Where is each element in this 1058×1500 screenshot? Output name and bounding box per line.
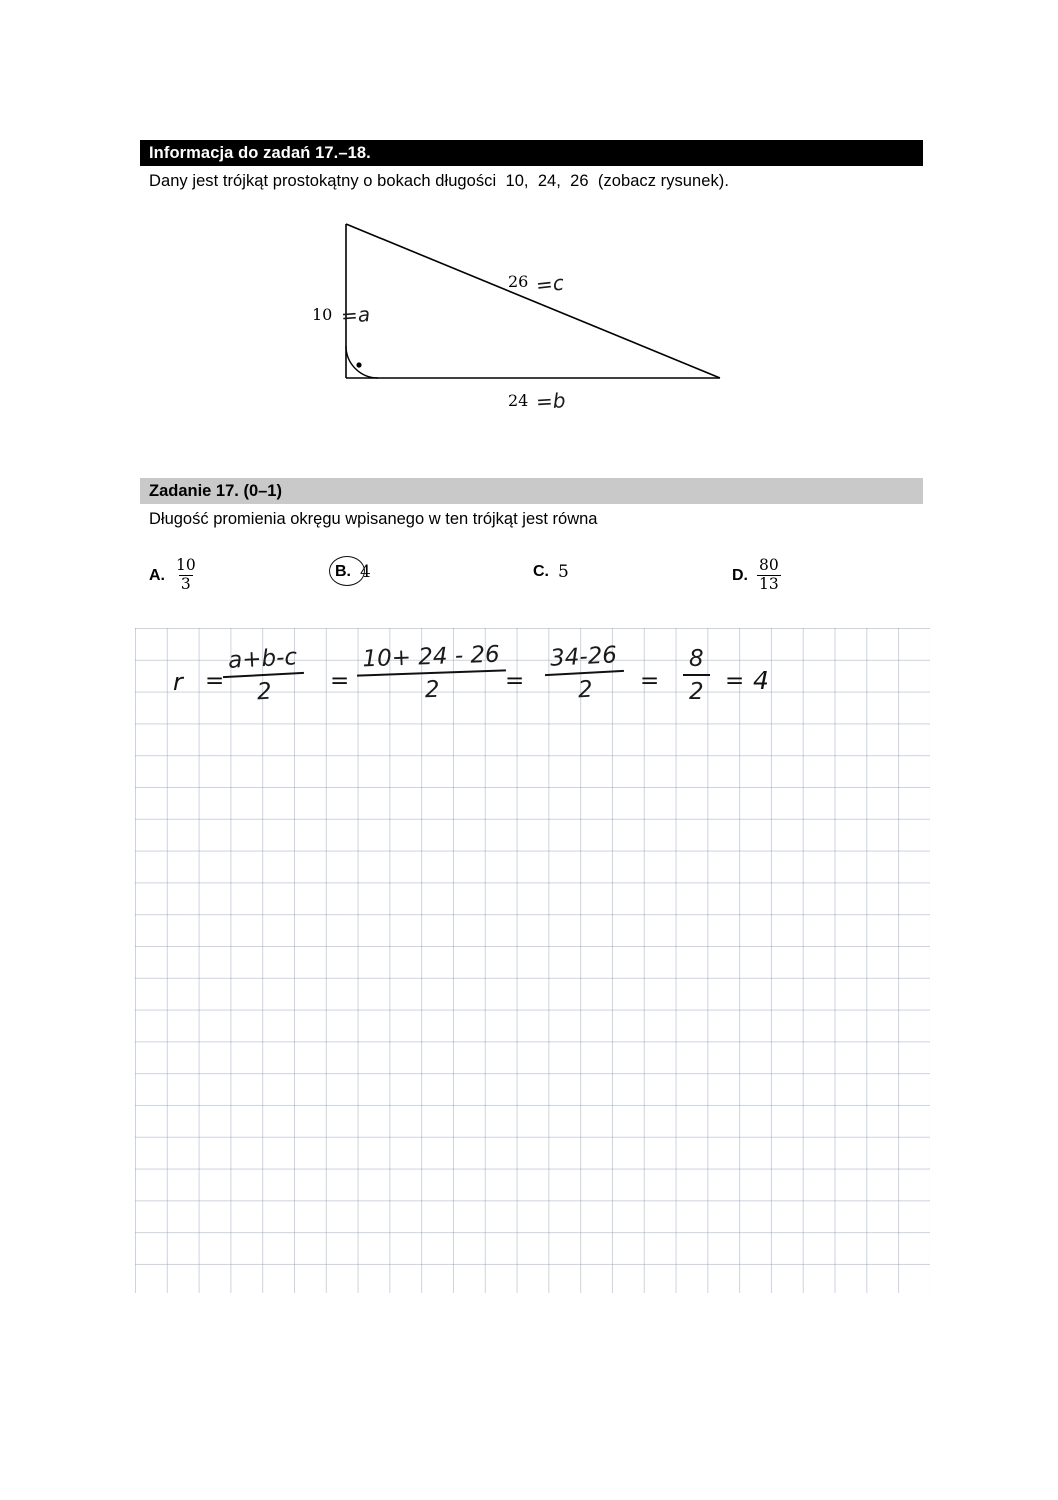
answer-value-c: 5 [558, 562, 569, 582]
answer-a-denominator: 3 [180, 574, 191, 593]
solution-fraction-1 [222, 644, 306, 707]
answer-key-b: B. [335, 563, 351, 580]
label-side-vertical: 10 [312, 305, 333, 324]
solution-fraction-1-denominator: 2 [223, 672, 305, 707]
solution-fraction-3 [544, 642, 626, 705]
solution-equals-2: = [330, 668, 350, 694]
solution-equals-4: = [640, 668, 660, 694]
solution-fraction-3-denominator: 2 [545, 670, 625, 705]
answer-key-d: D. [732, 567, 748, 585]
solution-fraction-4-numerator: 8 [689, 646, 704, 672]
answer-d-numerator: 80 [759, 556, 779, 574]
handwritten-annotation-c: =c [534, 270, 565, 298]
answer-key-a: A. [149, 567, 165, 585]
solution-fraction-4-denominator: 2 [683, 674, 710, 705]
task-header-bar: Zadanie 17. (0–1) [140, 478, 923, 504]
solution-fraction-3-numerator: 34-26 [549, 642, 618, 672]
answer-d-denominator: 13 [759, 574, 779, 593]
info-body-text: Dany jest trójkąt prostokątny o bokach długości 10, 24, 26 (zobacz rysunek). [149, 172, 729, 190]
info-header-bar: Informacja do zadań 17.–18. [140, 140, 923, 166]
handwritten-solution [135, 628, 930, 748]
handwritten-annotation-b: =b [535, 388, 567, 414]
triangle-figure [300, 210, 770, 420]
solution-fraction-4 [683, 646, 710, 705]
answer-key-c: C. [533, 563, 549, 580]
answer-option-a[interactable] [149, 558, 198, 595]
answer-a-numerator: 10 [176, 556, 196, 574]
selected-answer-circle [329, 556, 365, 586]
answer-value-d [757, 557, 781, 594]
answer-option-d[interactable] [732, 558, 781, 595]
solution-fraction-2-denominator: 2 [357, 669, 507, 705]
label-side-horizontal: 24 [508, 391, 529, 410]
solution-equals-5: = [725, 668, 745, 694]
solution-fraction-2 [356, 641, 507, 705]
label-side-hypotenuse: 26 [508, 272, 529, 291]
solution-equals-1: = [205, 668, 225, 694]
solution-equals-3: = [505, 668, 525, 694]
answer-option-c[interactable] [533, 562, 569, 582]
task-prompt: Długość promienia okręgu wpisanego w ten trójkąt jest równa [149, 510, 598, 528]
answer-options [149, 552, 939, 604]
solution-fraction-2-numerator: 10+ 24 - 26 [362, 641, 501, 673]
answer-value-b: 4 [360, 562, 371, 582]
solution-result: 4 [753, 666, 769, 695]
handwritten-annotation-a: =a [340, 302, 371, 328]
answer-value-a [174, 557, 198, 594]
solution-fraction-1-numerator: a+b-c [227, 644, 298, 674]
solution-variable-r: r [173, 668, 183, 696]
